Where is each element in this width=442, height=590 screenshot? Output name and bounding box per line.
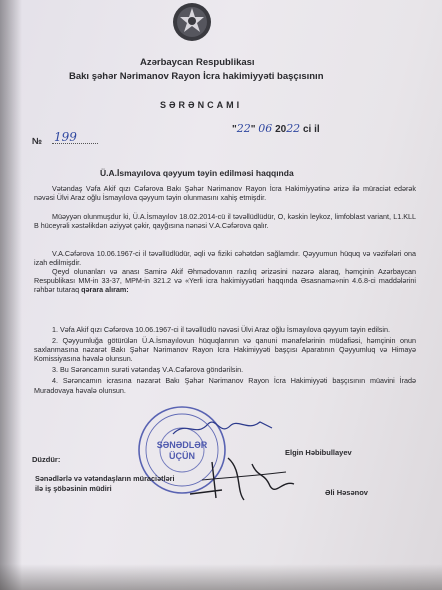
- stamp-text-1: SƏNƏDLƏR: [156, 440, 208, 450]
- header-country: Azərbaycan Respublikası: [140, 57, 255, 68]
- number-underline: [52, 143, 98, 144]
- decision-item: 2. Qəyyumluğa götürülən Ü.A.İsmayılovun hüquqlarının və qanuni mənafelərinin müdafiəsi, həmçinin onun saxlanmasına nəzarət Bakı Şəhər Nərimanov Rayon İcra Hakimiyyəti başçısı Aparatının Qəyyumluq və Himayə Komissiyasına həvalə olunsun.: [34, 336, 416, 364]
- date-year-suffix: 22: [286, 122, 301, 135]
- signature-dept: [182, 450, 302, 510]
- certified-label: Düzdür:: [32, 455, 61, 464]
- header-authority: Bakı şəhər Nərimanov Rayon İcra hakimiyyəti başçısının: [69, 71, 324, 82]
- date-day: 22: [236, 122, 251, 135]
- department-title-line1: Sənədlərlə və vətəndaşların müraciətləri: [35, 474, 175, 483]
- page-shadow-left: [0, 0, 22, 590]
- signer-head-name: Elgin Həbibullayev: [285, 448, 352, 457]
- decision-item: 4. Sərəncamın icrasına nəzarət Bakı Şəhər Nərimanov Rayon İcra Hakimiyyəti başçısının müavini İradə Muradovaya həvalə olunsun.: [34, 376, 416, 395]
- paragraph-findings: Müəyyən olunmuşdur ki, Ü.A.İsmayılov 18.02.2014-cü il təvəllüdlüdür, O, kəskin leykoz, limfoblast variant, L1.KLL B hüceyrəli xəstəlikdən əziyyət çəkir, qayğısına nənəsi V.A.Cəfərova qalır.: [34, 212, 416, 231]
- stamp-text-2: ÜÇÜN: [169, 451, 195, 461]
- basis-text: Qeyd olunanları və anası Samirə Akif Əhmədovanın razılıq ərizəsini nəzərə alaraq, həmçinin Azərbaycan Respublikası MM-in 33-37, MPM-in 321.2 və «Yerli icra hakimiyyətləri haqqında Əsasnamə»nin 4.6.8-ci maddələrini rəhbər tutaraq: [34, 267, 416, 295]
- document-date: "22" 06 2022 ci il: [232, 122, 320, 135]
- page-shadow-bottom: [0, 564, 442, 590]
- document-title: SƏRƏNCAMI: [160, 100, 243, 110]
- date-suffix: ci il: [302, 124, 320, 135]
- decision-items: [34, 325, 416, 397]
- signer-dept-name: Əli Həsənov: [325, 488, 368, 497]
- decision-item: 3. Bu Sərəncamın surəti vətəndaş V.A.Cəfərova göndərilsin.: [52, 365, 244, 375]
- paragraph-basis: [34, 267, 416, 294]
- paragraph-request: Vətəndaş Vəfa Akif qızı Cəfərova Bakı Şəhər Nərimanov Rayon İcra Hakimiyyətinə ərizə ilə müraciət edərək nəvəsi Ülvi Araz oğlu İsmayılova qəyyum təyin olunmasını xahiş etmişdir.: [34, 184, 416, 203]
- paragraph-guardian: V.A.Cəfərova 10.06.1967-ci il təvəllüdlüdür, əqli və fiziki cəhətdən sağlamdır. Qəyyumun hüquq və vəzifələri ona izah edilmişdir.: [34, 249, 416, 268]
- number-label: №: [32, 136, 43, 146]
- signature-head: [168, 412, 278, 442]
- decision-item: 1. Vəfa Akif qızı Cəfərova 10.06.1967-ci il təvəllüdlü nəvəsi Ülvi Araz oğlu İsmayılova qəyyum təyin edilsin.: [52, 325, 390, 334]
- dictum: qərara alıram:: [81, 285, 129, 295]
- document-subject: Ü.A.İsmayılova qəyyum təyin edilməsi haqqında: [100, 168, 294, 178]
- number-value: 199: [54, 130, 77, 144]
- department-title-line2: ilə iş şöbəsinin müdiri: [35, 484, 112, 493]
- date-year-prefix: 20: [275, 124, 287, 135]
- date-month: 06: [258, 122, 273, 135]
- state-emblem-icon: [172, 0, 212, 44]
